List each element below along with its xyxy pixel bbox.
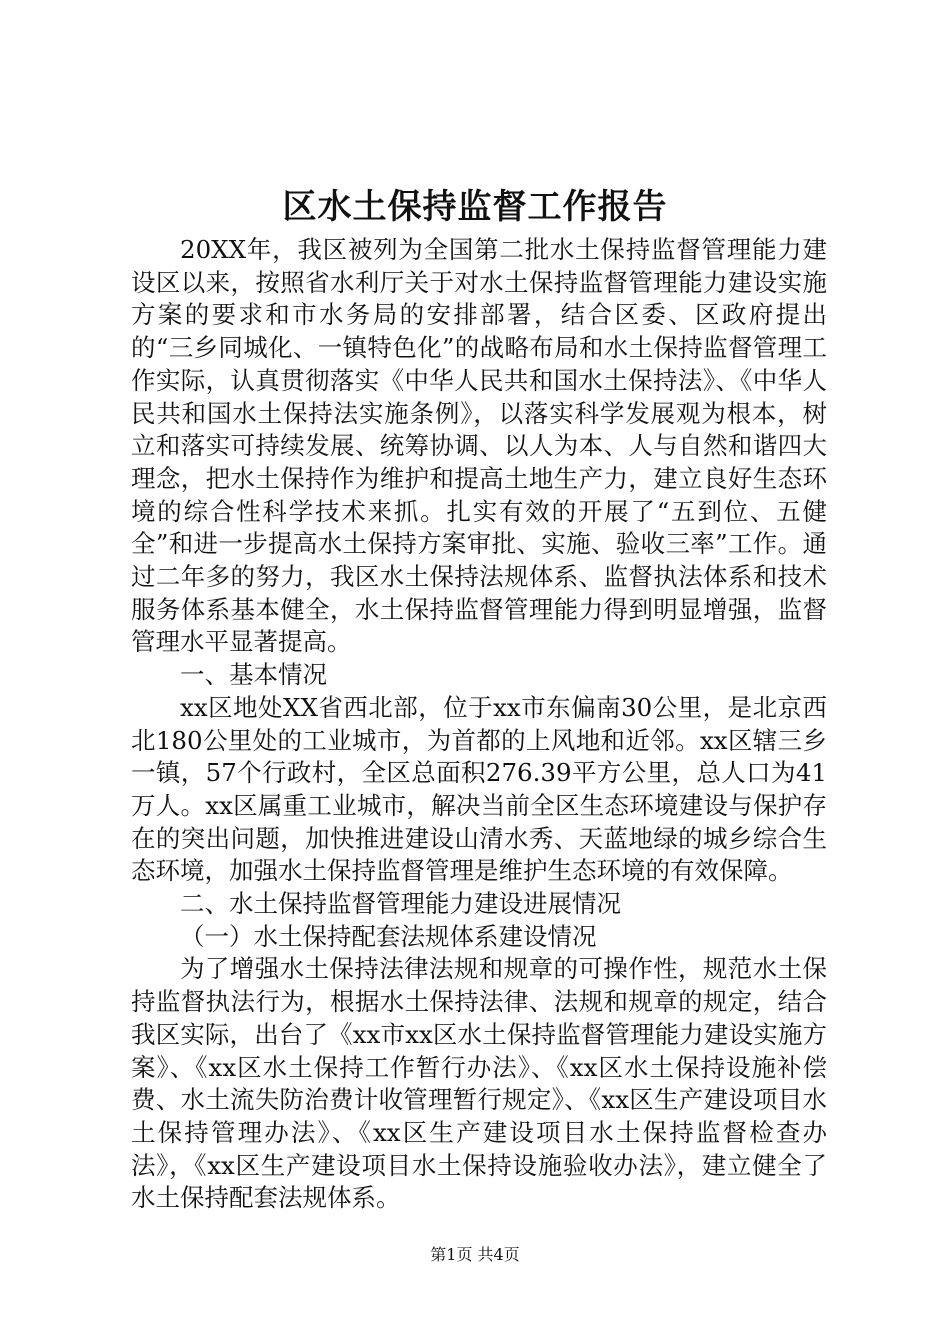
subsection-heading-regulations: （一）水土保持配套法规体系建设情况 [180, 921, 597, 951]
paragraph-basic-situation: xx区地处XX省西北部，位于xx市东偏南30公里，是北京西北180公里处的工业城市，为首都的上风地和近邻。xx区辖三乡一镇，57个行政村，全区总面积276.39平方公里，总人口为41万人。xx区属重工业城市，解决当前全区生态环境建设与保护存在的突出问题，加快推进建设山清水秀、天蓝地绿的城乡综合生态环境，加强水土保持监督管理是维护生态环境的有效保障。 [131, 692, 827, 886]
document-title: 区水土保持监督工作报告 [282, 187, 668, 227]
paragraph-intro: 20XX年，我区被列为全国第二批水土保持监督管理能力建设区以来，按照省水利厅关于对水土保持监督管理能力建设实施方案的要求和市水务局的安排部署，结合区委、区政府提出的“三乡同城化、一镇特色化”的战略布局和水土保持监督管理工作实际，认真贯彻落实《中华人民共和国水土保持法》、《中华人民共和国水土保持法实施条例》，以落实科学发展观为根本，树立和落实可持续发展、统筹协调、以人为本、人与自然和谐四大理念，把水土保持作为维护和提高土地生产力，建立良好生态环境的综合性科学技术来抓。扎实有效的开展了“五到位、五健全”和进一步提高水土保持方案审批、实施、验收三率”工作。通过二年多的努力，我区水土保持法规体系、监督执法体系和技术服务体系基本健全，水土保持监督管理能力得到明显增强，监督管理水平显著提高。 [131, 235, 827, 657]
page-number-footer: 第1页 共4页 [430, 1245, 520, 1264]
document-body [131, 234, 827, 1215]
section-heading-basic: 一、基本情况 [180, 660, 327, 690]
section-heading-progress: 二、水土保持监督管理能力建设进展情况 [180, 889, 621, 919]
paragraph-regulations: 为了增强水土保持法律法规和规章的可操作性，规范水土保持监督执法行为，根据水土保持法律、法规和规章的规定，结合我区实际，出台了《xx市xx区水土保持监督管理能力建设实施方案》、《xx区水土保持工作暂行办法》、《xx区水土保持设施补偿费、水土流失防治费计收管理暂行规定》、《xx区生产建设项目水土保持管理办法》、《xx区生产建设项目水土保持监督检查办法》，《xx区生产建设项目水土保持设施验收办法》，建立健全了水土保持配套法规体系。 [131, 954, 827, 1213]
